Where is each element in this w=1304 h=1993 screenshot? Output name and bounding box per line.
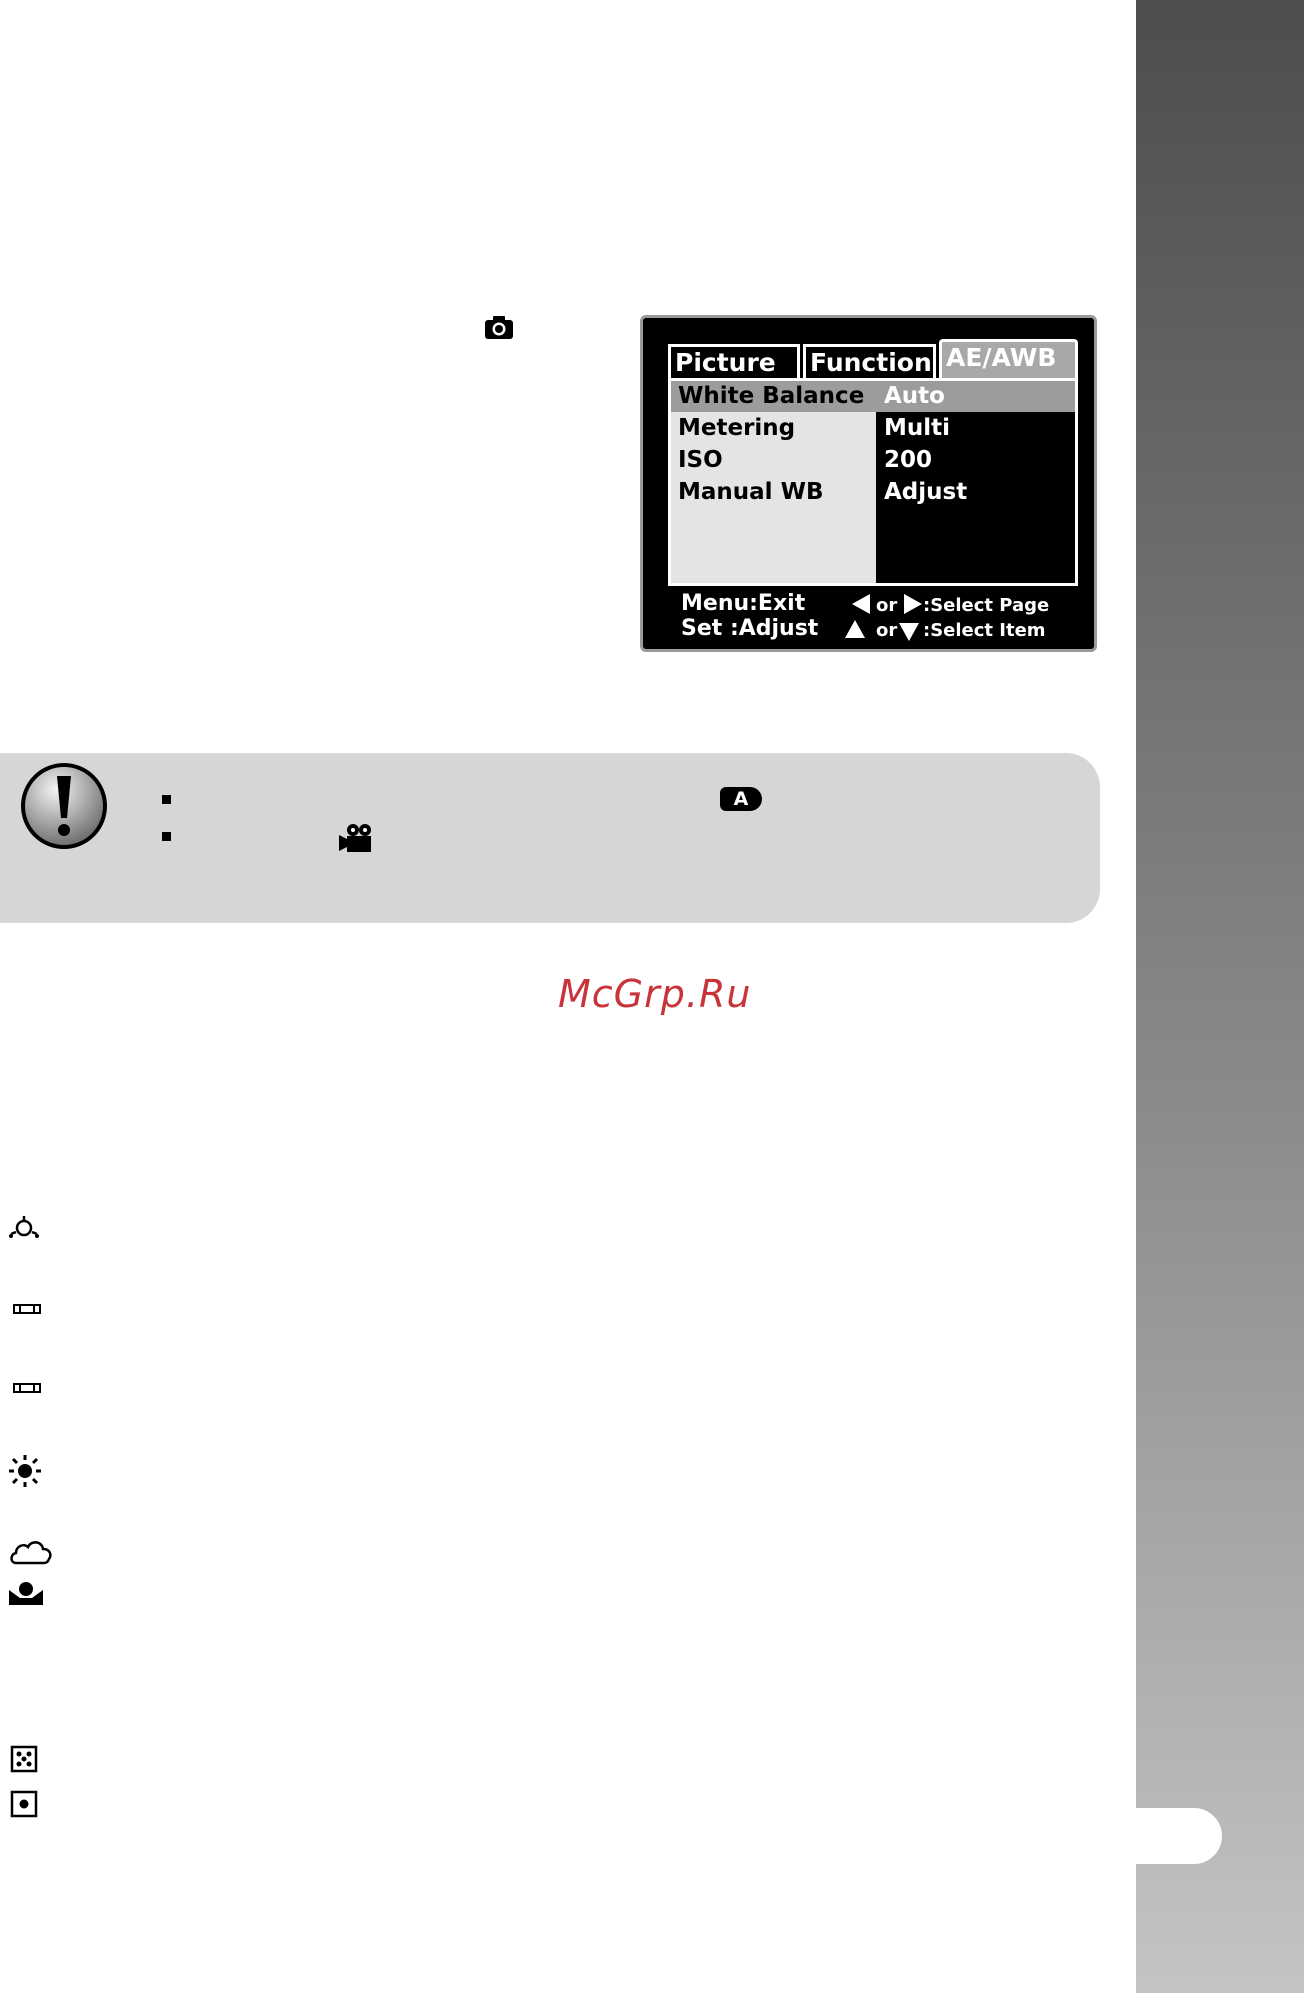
warning-icon (20, 762, 108, 850)
cloudy-icon (8, 1538, 54, 1566)
spot-metering-icon (10, 1790, 38, 1818)
daylight-icon (8, 1454, 42, 1488)
side-bar (1136, 0, 1304, 1993)
incandescent-icon (8, 1214, 40, 1244)
tab-ae-awb: AE/AWB (939, 339, 1078, 378)
fluorescent-icon (12, 1302, 42, 1316)
manual-wb-icon (8, 1580, 44, 1606)
menu-value-white-balance: Auto (884, 383, 945, 409)
down-arrow-icon (899, 623, 919, 641)
menu-value-iso: 200 (884, 447, 933, 473)
watermark: McGrp.Ru (558, 972, 752, 1016)
menu-value-manual-wb: Adjust (884, 479, 968, 505)
bullet (162, 795, 171, 804)
lcd-menu-screen (640, 315, 1097, 652)
footer-menu-exit: Menu:Exit (681, 591, 806, 616)
movie-mode-icon (338, 822, 374, 854)
tab-function: Function (803, 344, 936, 378)
menu-label-white-balance: White Balance (678, 383, 865, 409)
footer-set-adjust: Set :Adjust (681, 616, 819, 641)
bullet (162, 832, 171, 841)
camera-icon (484, 314, 514, 340)
footer-or-item: or (876, 620, 898, 641)
right-arrow-icon (904, 594, 922, 614)
menu-value-metering: Multi (884, 415, 951, 441)
menu-label-iso: ISO (678, 447, 723, 473)
fluorescent-icon (12, 1381, 42, 1395)
left-arrow-icon (852, 594, 870, 614)
footer-select-page: :Select Page (923, 595, 1050, 616)
menu-panel (668, 378, 1078, 586)
page-number-tab (1136, 1808, 1222, 1864)
menu-label-manual-wb: Manual WB (678, 479, 824, 505)
up-arrow-icon (845, 620, 865, 638)
footer-or-page: or (876, 595, 898, 616)
menu-label-metering: Metering (678, 415, 796, 441)
tab-picture: Picture (668, 344, 800, 378)
multi-metering-icon (10, 1745, 38, 1773)
auto-mode-icon: A (720, 787, 762, 811)
footer-select-item: :Select Item (923, 620, 1046, 641)
